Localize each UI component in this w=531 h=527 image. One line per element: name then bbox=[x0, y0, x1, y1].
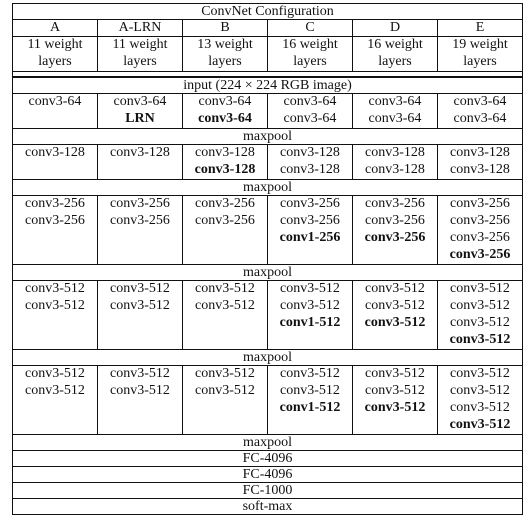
layer-block-row bbox=[13, 366, 523, 435]
convnet-config-document bbox=[12, 3, 523, 515]
tail-layer: FC-1000 bbox=[13, 483, 523, 499]
column-name: A-LRN bbox=[98, 20, 183, 37]
layer: conv3-512 bbox=[110, 383, 170, 398]
layer-cell bbox=[98, 281, 183, 350]
table-title: ConvNet Configuration bbox=[13, 4, 523, 20]
table-body bbox=[13, 4, 523, 515]
layer: conv3-256 bbox=[450, 196, 510, 211]
tail-row bbox=[13, 451, 523, 467]
layer: conv3-64 bbox=[198, 94, 252, 109]
layer-block-row bbox=[13, 196, 523, 265]
added-layer: conv3-128 bbox=[194, 162, 256, 177]
layer: conv3-256 bbox=[280, 213, 340, 228]
depth-line: 11 weight bbox=[27, 37, 83, 52]
maxpool-label: maxpool bbox=[13, 350, 523, 366]
column-depth bbox=[183, 37, 268, 72]
depth-line: layers bbox=[38, 54, 72, 69]
layer: conv3-256 bbox=[195, 213, 255, 228]
tail-row bbox=[13, 467, 523, 483]
layer-cell bbox=[98, 196, 183, 265]
depth-line: 16 weight bbox=[367, 37, 423, 52]
depth-line: layers bbox=[293, 54, 327, 69]
layer: conv3-256 bbox=[280, 196, 340, 211]
layer: conv3-64 bbox=[283, 111, 337, 126]
tail-row bbox=[13, 435, 523, 451]
depth-line: layers bbox=[378, 54, 412, 69]
layer-cell bbox=[353, 94, 438, 129]
layer-cell bbox=[438, 196, 523, 265]
layer-cell bbox=[353, 145, 438, 180]
layer: conv3-512 bbox=[365, 383, 425, 398]
added-layer: conv1-256 bbox=[279, 230, 341, 245]
layer: conv3-256 bbox=[195, 196, 255, 211]
layer-cell bbox=[268, 94, 353, 129]
layer: conv3-512 bbox=[195, 383, 255, 398]
layer: conv3-256 bbox=[25, 213, 85, 228]
layer: conv3-512 bbox=[25, 298, 85, 313]
layer: conv3-512 bbox=[450, 298, 510, 313]
depth-line: layers bbox=[463, 54, 497, 69]
layer: conv3-128 bbox=[195, 145, 255, 160]
column-name: C bbox=[268, 20, 353, 37]
tail-layer: FC-4096 bbox=[13, 467, 523, 483]
maxpool-row bbox=[13, 180, 523, 196]
depth-line: 19 weight bbox=[452, 37, 508, 52]
layer: conv3-512 bbox=[450, 315, 510, 330]
layer: conv3-64 bbox=[113, 94, 167, 109]
layer-cell bbox=[353, 196, 438, 265]
added-layer: conv1-512 bbox=[279, 400, 341, 415]
depth-line: 11 weight bbox=[112, 37, 168, 52]
layer-cell bbox=[183, 94, 268, 129]
layer-block-row bbox=[13, 145, 523, 180]
layer: conv3-128 bbox=[25, 145, 85, 160]
layer: conv3-512 bbox=[25, 383, 85, 398]
layer-cell bbox=[183, 145, 268, 180]
layer: conv3-256 bbox=[365, 196, 425, 211]
layer: conv3-128 bbox=[450, 162, 510, 177]
column-depth-row bbox=[13, 37, 523, 72]
layer: conv3-512 bbox=[110, 281, 170, 296]
layer-cell bbox=[438, 94, 523, 129]
layer: conv3-512 bbox=[450, 281, 510, 296]
layer-cell bbox=[438, 145, 523, 180]
layer: conv3-64 bbox=[453, 111, 507, 126]
layer: conv3-64 bbox=[368, 111, 422, 126]
added-layer: conv3-64 bbox=[198, 111, 252, 126]
depth-line: 16 weight bbox=[282, 37, 338, 52]
layer: conv3-256 bbox=[25, 196, 85, 211]
layer: conv3-512 bbox=[280, 281, 340, 296]
layer: conv3-512 bbox=[195, 298, 255, 313]
tail-layer: FC-4096 bbox=[13, 451, 523, 467]
added-layer: conv3-512 bbox=[364, 400, 426, 415]
maxpool-label: maxpool bbox=[13, 180, 523, 196]
tail-row bbox=[13, 499, 523, 515]
layer-cell bbox=[183, 366, 268, 435]
layer: conv3-128 bbox=[365, 162, 425, 177]
tail-layer: maxpool bbox=[13, 435, 523, 451]
added-layer: LRN bbox=[125, 111, 155, 126]
column-name: B bbox=[183, 20, 268, 37]
layer-cell bbox=[13, 281, 98, 350]
layer-cell bbox=[268, 196, 353, 265]
maxpool-row bbox=[13, 265, 523, 281]
maxpool-label: maxpool bbox=[13, 129, 523, 145]
layer-cell bbox=[13, 196, 98, 265]
added-layer: conv1-512 bbox=[279, 315, 341, 330]
layer: conv3-256 bbox=[365, 213, 425, 228]
layer: conv3-512 bbox=[450, 383, 510, 398]
column-name: A bbox=[13, 20, 98, 37]
depth-line: 13 weight bbox=[197, 37, 253, 52]
layer: conv3-128 bbox=[280, 162, 340, 177]
column-depth bbox=[353, 37, 438, 72]
layer-cell bbox=[98, 94, 183, 129]
layer: conv3-64 bbox=[453, 94, 507, 109]
added-layer: conv3-512 bbox=[449, 417, 511, 432]
layer-cell bbox=[353, 281, 438, 350]
layer-cell bbox=[268, 281, 353, 350]
layer-cell bbox=[13, 94, 98, 129]
layer: conv3-128 bbox=[280, 145, 340, 160]
layer: conv3-256 bbox=[450, 230, 510, 245]
layer: conv3-512 bbox=[365, 298, 425, 313]
depth-line: layers bbox=[208, 54, 242, 69]
layer-cell bbox=[13, 366, 98, 435]
column-depth bbox=[13, 37, 98, 72]
layer: conv3-512 bbox=[450, 366, 510, 381]
layer: conv3-512 bbox=[110, 298, 170, 313]
added-layer: conv3-512 bbox=[449, 332, 511, 347]
layer: conv3-512 bbox=[110, 366, 170, 381]
tail-row bbox=[13, 483, 523, 499]
layer: conv3-64 bbox=[368, 94, 422, 109]
convnet-config-table bbox=[12, 3, 523, 515]
column-name: E bbox=[438, 20, 523, 37]
layer: conv3-128 bbox=[365, 145, 425, 160]
layer-cell bbox=[13, 145, 98, 180]
layer: conv3-512 bbox=[25, 281, 85, 296]
layer: conv3-128 bbox=[110, 145, 170, 160]
added-layer: conv3-256 bbox=[364, 230, 426, 245]
layer-cell bbox=[183, 196, 268, 265]
layer: conv3-512 bbox=[280, 383, 340, 398]
layer-cell bbox=[438, 281, 523, 350]
layer: conv3-512 bbox=[195, 281, 255, 296]
column-names-row bbox=[13, 20, 523, 37]
layer: conv3-512 bbox=[365, 366, 425, 381]
layer: conv3-512 bbox=[25, 366, 85, 381]
layer-cell bbox=[268, 366, 353, 435]
layer: conv3-128 bbox=[450, 145, 510, 160]
added-layer: conv3-512 bbox=[364, 315, 426, 330]
layer-block-row bbox=[13, 94, 523, 129]
layer: conv3-256 bbox=[110, 196, 170, 211]
layer: conv3-256 bbox=[110, 213, 170, 228]
layer-block-row bbox=[13, 281, 523, 350]
layer-cell bbox=[353, 366, 438, 435]
column-depth bbox=[438, 37, 523, 72]
layer: conv3-64 bbox=[28, 94, 82, 109]
layer: conv3-512 bbox=[450, 400, 510, 415]
layer: conv3-512 bbox=[280, 366, 340, 381]
layer: conv3-512 bbox=[195, 366, 255, 381]
layer-cell bbox=[98, 145, 183, 180]
layer: conv3-256 bbox=[450, 213, 510, 228]
input-row: input (224 × 224 RGB image) bbox=[13, 77, 523, 94]
column-name: D bbox=[353, 20, 438, 37]
column-depth bbox=[268, 37, 353, 72]
maxpool-row bbox=[13, 129, 523, 145]
layer-cell bbox=[438, 366, 523, 435]
depth-line: layers bbox=[123, 54, 157, 69]
layer-cell bbox=[183, 281, 268, 350]
layer-cell bbox=[268, 145, 353, 180]
added-layer: conv3-256 bbox=[449, 247, 511, 262]
layer: conv3-512 bbox=[280, 298, 340, 313]
layer: conv3-512 bbox=[365, 281, 425, 296]
maxpool-label: maxpool bbox=[13, 265, 523, 281]
layer-cell bbox=[98, 366, 183, 435]
column-depth bbox=[98, 37, 183, 72]
tail-layer: soft-max bbox=[13, 499, 523, 515]
layer: conv3-64 bbox=[283, 94, 337, 109]
maxpool-row bbox=[13, 350, 523, 366]
